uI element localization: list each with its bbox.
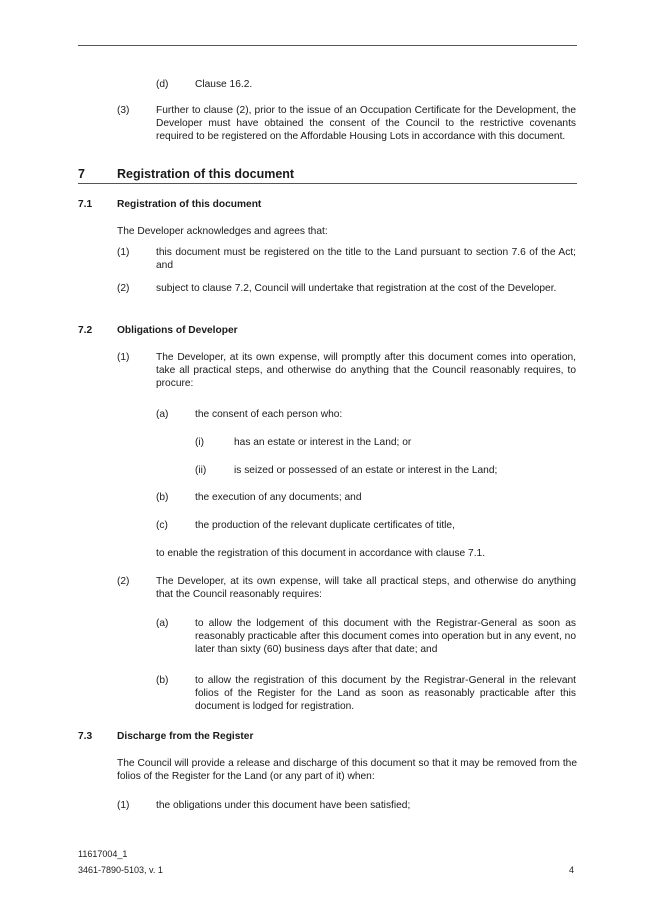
clause-7-3-1-label: (1) [117, 800, 130, 811]
clause-7-1-1-label: (1) [117, 247, 130, 258]
clause-7-2-2a-label: (a) [156, 618, 169, 629]
clause-7-2-number: 7.2 [78, 325, 93, 336]
clause-7-2-title: Obligations of Developer [117, 325, 238, 336]
clause-7-3-title: Discharge from the Register [117, 731, 254, 742]
clause-7-1-1-text: this document must be registered on the title to the Land pursuant to section 7.6 of the Act; and [156, 247, 576, 272]
clause-3-text: Further to clause (2), prior to the issue of an Occupation Certificate for the Development, the Developer must have obtained the consent of the Council to the restrictive covenants required to be registered on the Affordable Housing Lots in accordance with this document. [156, 105, 576, 143]
section-7-rule [78, 183, 577, 184]
clause-7-2-1b-text: the execution of any documents; and [195, 492, 362, 503]
item-d-label: (d) [156, 79, 169, 90]
footer-doc-ref: 11617004_1 [78, 849, 128, 859]
page-number: 4 [569, 865, 575, 875]
footer-matter-ref: 3461-7890-5103, v. 1 [78, 865, 163, 875]
clause-7-1-2-text: subject to clause 7.2, Council will undertake that registration at the cost of the Developer. [156, 283, 557, 294]
clause-7-2-1-label: (1) [117, 352, 130, 363]
clause-7-2-1c-text: the production of the relevant duplicate certificates of title, [195, 520, 455, 531]
clause-7-1-number: 7.1 [78, 199, 93, 210]
clause-7-3-number: 7.3 [78, 731, 93, 742]
clause-7-2-1a-label: (a) [156, 409, 169, 420]
clause-7-2-1c-label: (c) [156, 520, 168, 531]
clause-7-2-2-label: (2) [117, 576, 130, 587]
header-rule [78, 45, 577, 46]
clause-7-1-intro: The Developer acknowledges and agrees that: [117, 226, 328, 237]
section-7-number: 7 [78, 167, 85, 181]
section-7-title: Registration of this document [117, 167, 295, 181]
clause-7-2-1a-ii-text: is seized or possessed of an estate or interest in the Land; [234, 465, 498, 476]
clause-3-label: (3) [117, 105, 130, 116]
clause-7-2-1a-i-text: has an estate or interest in the Land; or [234, 437, 412, 448]
clause-7-2-1a-i-label: (i) [195, 437, 205, 448]
clause-7-3-intro: The Council will provide a release and discharge of this document so that it may be removed from the folios of the Register for the Land (or any part of it) when: [117, 758, 577, 783]
clause-7-1-2-label: (2) [117, 283, 130, 294]
clause-7-2-1b-label: (b) [156, 492, 169, 503]
item-d-text: Clause 16.2. [195, 79, 253, 90]
clause-7-2-2-text: The Developer, at its own expense, will take all practical steps, and otherwise do anything that the Council reasonably requires: [156, 576, 576, 601]
clause-7-2-2a-text: to allow the lodgement of this document with the Registrar-General as soon as reasonably practicable after this document comes into operation but in any event, no later than sixty (60) business days after that date; and [195, 618, 576, 656]
clause-7-2-1a-ii-label: (ii) [195, 465, 207, 476]
clause-7-1-title: Registration of this document [117, 199, 262, 210]
clause-7-3-1-text: the obligations under this document have been satisfied; [156, 800, 411, 811]
clause-7-2-2b-text: to allow the registration of this document by the Registrar-General in the relevant folios of the Register for the Land as soon as reasonably practicable after this document is lodged for registration. [195, 675, 576, 713]
clause-7-2-1-text: The Developer, at its own expense, will promptly after this document comes into operation, take all practical steps, and otherwise do anything that the Council reasonably requires, to procure: [156, 352, 576, 390]
clause-7-2-1a-text: the consent of each person who: [195, 409, 343, 420]
clause-7-2-1-tail: to enable the registration of this document in accordance with clause 7.1. [156, 548, 486, 559]
clause-7-2-2b-label: (b) [156, 675, 169, 686]
